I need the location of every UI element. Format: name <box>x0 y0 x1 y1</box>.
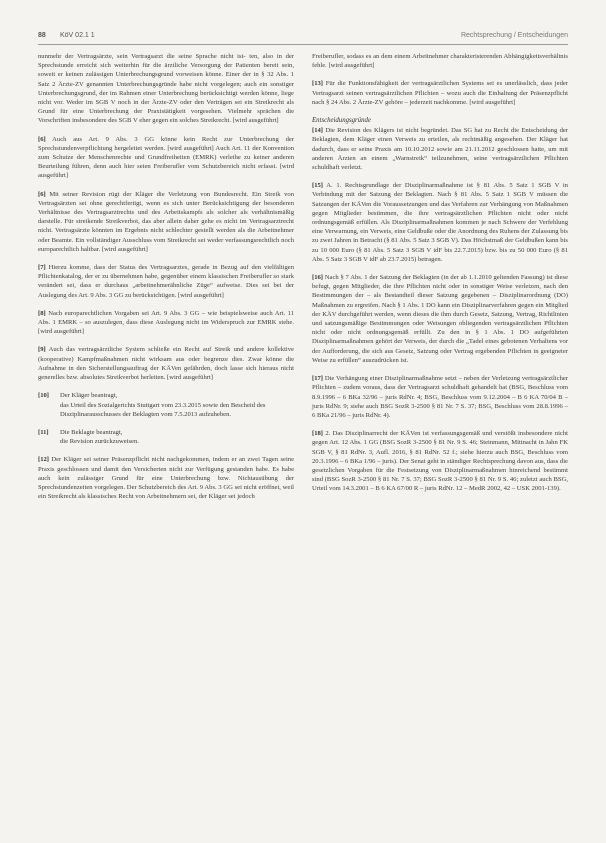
left-column <box>38 52 294 510</box>
section-title: Rechtsprechung / Entscheidungen <box>460 32 568 39</box>
paragraph: [16] Nach § 7 Abs. 1 der Satzung der Beklagten (in der ab 1.1.2010 geltenden Fassung) ist diese befugt, gegen Mitglieder, die ihre Pflichten nicht oder in sonstiger Weise verletzen, nach den Bestimmungen der – als Bestandteil dieser Satzung gegebenen – Disziplinarordnung (DO) Maßnahmen zu ergreifen. Nach § 1 Abs. 1 DO kann ein Disziplinarverfahren gegen ein Mitglied der KÄV durchgeführt werden, wenn dieses die ihm durch Gesetz, Satzung, Vertrag, Richtlinien und satzungsmäßige Bestimmungen oder Weisungen obliegenden vertragsärztlichen Pflichten nicht oder nicht ordnungsgemäß erfüllt. Zu den in § 1 Abs. 1 DO aufgeführten Disziplinarmaßnahmen gehört der Verweis, der durch die „Tadel eines gebotenen Verhaltens vor der Aufforderung, die sich aus Gesetz, Satzung oder Vertrag ergebenden Pflichten in geeigneter Weise zu erfüllen“ auszudrücken ist. <box>312 274 568 364</box>
paragraph: [13] Für die Funktionsfähigkeit der vertragsärztlichen Systems sei es unerlässlich, dass jeder Vertragsarzt seinen vertragsärztlichen Pflichten – wozu auch die Einhaltung der Präsenzpflicht nach § 24 Abs. 2 Ärzte-ZV gehöre – jederzeit nachkomme. [wird ausgeführt] <box>312 80 568 106</box>
right-column <box>312 52 568 503</box>
motion-block: [10] Der Kläger beantragt, das Urteil des Sozialgerichts Stuttgart vom 23.3.2015 sowie den Bescheid des Disziplinarausschusses der Beklagten vom 7.5.2013 aufzuheben. <box>38 392 266 418</box>
paragraph: [17] Die Verhängung einer Disziplinarmaßnahme setzt – neben der Verletzung vertragsärztlicher Pflichten – zudem voraus, dass der Vertragsarzt schuldhaft gehandelt hat (BSG, Beschluss vom 8.9.1996 – 6 BKa 32/96 – juris RdNr. 4; BSG, Beschluss vom 9.12.2004 – B 6 KA 70/04 B – juris RdNr. 9; siehe auch BSG SozR 3-2500 § 81 Nr. 7 S. 37; BSG, Beschluss vom 28.8.1996 – 6 BKa 21/96 – juris RdNr. 4). <box>312 375 568 419</box>
paragraph: [15] A. 1. Rechtsgrundlage der Disziplinarmaßnahme ist § 81 Abs. 5 Satz 1 SGB V in Verbindung mit der Satzung der Beklagten. Nach § 81 Abs. 5 Satz 1 SGB V müssen die Satzungen der KÄVen die Voraussetzungen und das Verfahren zur Verhängung von Maßnahmen gegen Mitglieder bestimmen, die ihre vertragsärztlichen Pflichten nicht oder nicht ordnungsgemäß erfüllen. Als Disziplinarmaßnahmen kommen je nach Schwere der Verfehlung eine Verwarnung, ein Verweis, eine Geldbuße oder die Anordnung des Ruhens der Zulassung bis zu zwei Jahren in Betracht (§ 81 Abs. 5 Satz 3 SGB V). Das Höchstmaß der Geldbußen kann bis zu 10 000 Euro (§ 81 Abs. 5 Satz 3 SGB V idF bis 22.7.2015) bzw. bis zu 50 000 Euro (§ 81 Abs. 5 Satz 3 SGB V idF ab 23.7.2015) betragen. <box>312 182 568 263</box>
paragraph: [9] Auch das vertragsärztliche System schließe ein Recht auf Streik und andere kollektive (kooperative) Kampfmaßnahmen nicht wirksam aus oder begrenze dies. Zwar könne die Aufnahme in den Sicherstellungsauftrag der KÄVen gefährden, doch lasse sich hieraus nicht generelles bzw. absolutes Streikverbot herleiten. [wird ausgeführt] <box>38 346 294 382</box>
paragraph: [8] Nach europarechtlichen Vorgaben sei Art. 9 Abs. 3 GG – wie beispielsweise auch Art. 11 Abs. 1 EMRK – so auszulegen, dass diese Auslegung nicht im Widerspruch zur EMRK stehe. [wird ausgeführt] <box>38 309 295 336</box>
paragraph: [6] Mit seiner Revision rügt der Kläger die Verletzung von Bundesrecht. Ein Streik von Vertragsärzten sei ohne gerechtfertigt, wenn es sich unter Berücksichtigung der besonderen Verhältnisse des Vertragsarztrechts und des Arbeitskampfs als solcher als verhältnismäßig darstelle. Für streikende Streikverbot, das aber allein daher gehe es nicht im Vertragsarztrecht nicht. Vertragsärzte könnten im Ergebnis nicht schlechter gestellt werden als die Arbeitnehmer oder Beamte. Ein vollständiger Ausschluss vom Streikrecht sei weder verfassungsrechtlich noch europarechtlich haltbar. [wird ausgeführt] <box>38 190 294 253</box>
paragraph: nunmehr der Vertragsärzte, sein Vertragsarzt die seine Sprache nicht ist- ten, also in der Sprechstunde erreicht sich weiterhin für die ärztliche Versorgung der Patienten bereit sein, soweit er keinen zulässigen Unterbrechungsgrund vorweisen könne. Einer der in § 32 Abs. 1 Satz 2 Ärzte-ZV genannten Unterbrechungsgründe habe nicht vorgelegen; auch ein sonstiger Unterbrechungsgrund, der im Rahmen einer Unterbrechung berücksichtigt werden könne, liege nicht vor. Weder im SGB V noch in der Ärzte-ZV oder den Verträgen sei ein Streikrecht als Grund für eine Unterbrechung der Praxistätigkeit vorgesehen. Vielmehr sprächen die Vorschriften insbesondere des SGB V eher gegen ein solches Streikrecht. [wird ausgeführt] <box>38 53 294 125</box>
paragraph: [12] Der Kläger sei seiner Präsenzpflicht nicht nachgekommen, indem er an zwei Tagen seine Praxis geschlossen und damit den Versicherten nicht zur Verfügung gestanden habe. Es habe auch kein zulässiger Grund für eine Unterbrechung bzw. Nichtausübung der Sprechstundenzeiten vorgelegen. Der Schutzbereich des Art. 9 Abs. 3 GG sei nicht eröffnet, weil ein Streikrecht als klassisches Recht von Arbeitnehmern sei, der Kläger sei jedoch <box>38 456 295 501</box>
paragraph: [18] 2. Das Disziplinarrecht der KÄVen ist verfassungsgemäß und verstößt insbesondere nicht gegen Art. 12 Abs. 1 GG (BSG SozR 3-2500 § 81 Nr. 9 S. 46; Steinmann, Mittnacht in Jahn FK SGB V, § 81 RdNr. 3, Aufl. 2016, § 81 RdNr. 52 f.; siehe hierzu auch BSG, Beschluss vom 20.3.1996 – 6 BKa 1/96 – juris). Der Senat geht in ständiger Rechtsprechung davon aus, dass die gesetzlichen Vorgaben für die Festsetzung von Disziplinarmaßnahmen hinreichend bestimmt sind (BSG SozR 3-2500 § 81 Nr. 7 S. 37; BSG SozR 3-2500 § 81 Nr. 9 S. 46; zuletzt auch BSG, Urteil vom 14.3.2001 – B 6 KA 67/00 R – juris RdNr. 12 – MedR 2002, 42 – USK 2001-139). <box>312 430 568 493</box>
paragraph: [14] Die Revision des Klägers ist nicht begründet. Das SG hat zu Recht die Entscheidung der Beklagten, dem Kläger einen Verweis zu erteilen, als rechtmäßig angesehen. Der Kläger hat dadurch, dass er seine Praxis am 10.10.2012 sowie am 21.11.2012 geschlossen hatte, um mit anderen Ärzten an einem „Warnstreik“ teilzunehmen, seine vertragsärztlichen Pflichten schuldhaft verletzt. <box>312 127 568 172</box>
section-heading: Entscheidungsgründe <box>312 117 371 125</box>
page-number: 88 <box>38 32 46 39</box>
page-header <box>38 30 568 45</box>
journal-title: KöV 02.1 1 <box>60 32 95 39</box>
paragraph: Freiberufler, sodass es an dem einem Arbeitnehmer charakteristerenden Abhängigkeitsverhältnis fehle. [wird ausgeführt] <box>312 53 568 70</box>
paragraph: [6] Auch aus Art. 9 Abs. 3 GG könne kein Recht zur Unterbrechung der Sprechstundenverpflichtung hergeleitet werden. [wird ausgeführt] Auch Art. 11 der Konvention zum Schutze der Menschenrechte und Grundfreiheiten (EMRK) verleihe zu keiner anderen Beurteilung führen, denn auch hier seien Freiberufler vom Schutzbereich nicht erfasst. [wird ausgeführt] <box>38 135 294 180</box>
motion-block: [11] Die Beklagte beantragt, die Revision zurückzuweisen. <box>38 428 139 446</box>
paragraph: [7] Hierzu komme, dass der Status des Vertragsarztes, gerade in Bezug auf den vielfältigen Pflichtenkatalog, der er zu übernehmen habe, gegenüber einem klassischen Freiberufler so stark verändert sei, dass er durchaus „arbeitnehmerähnliche Züge“ aufweise. Dies sei bei der Auslegung des Art. 9 Abs. 3 GG zu berücksichtigen. [wird ausgeführt] <box>38 264 294 299</box>
